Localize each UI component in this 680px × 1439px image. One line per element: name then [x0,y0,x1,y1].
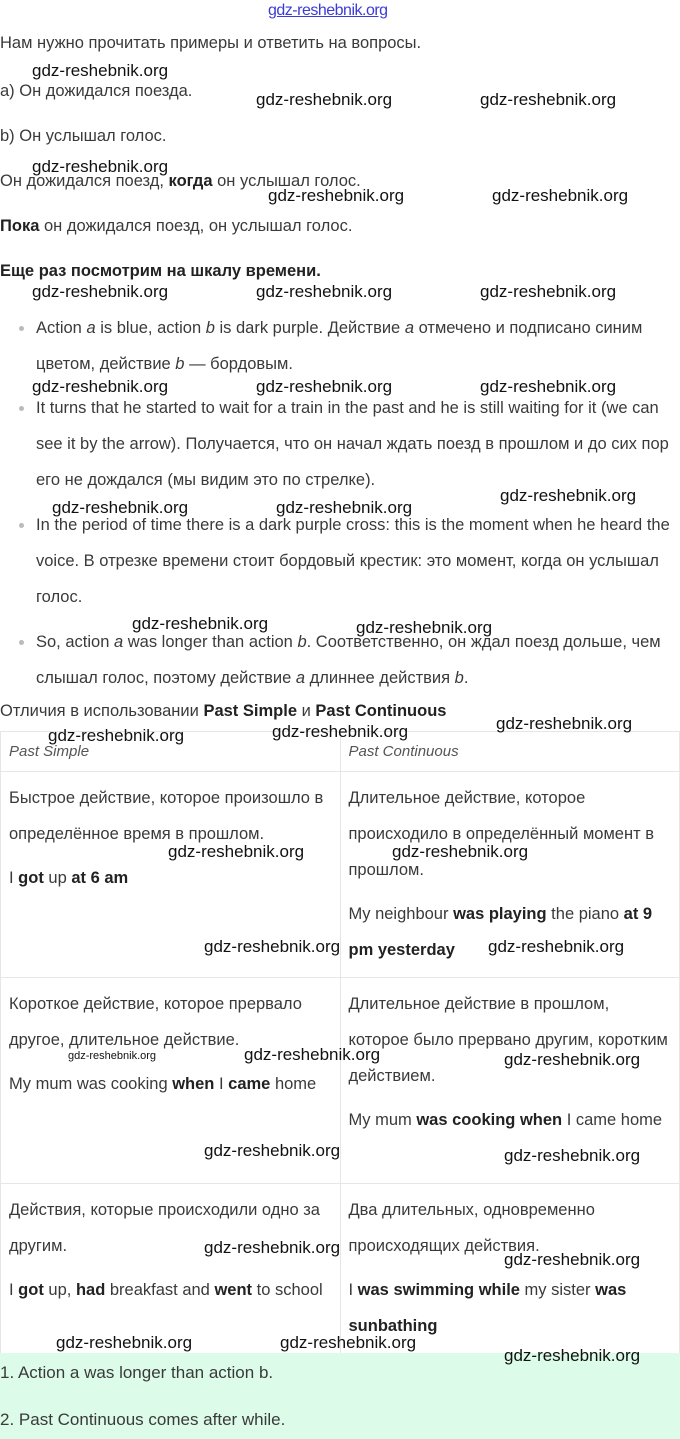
text-segment: home [270,1075,317,1093]
text-segment: Действия, которые происходили одно за другим. [9,1201,320,1255]
text-segment: I [214,1075,229,1093]
watermark: gdz-reshebnik.org [496,714,633,733]
answer-2: 2. Past Continuous comes after while. [0,1410,286,1429]
watermark: gdz-reshebnik.org [280,1333,417,1352]
text-segment: Два длительных, одновременно происходящих действия. [348,1201,595,1255]
bold-text: когда [168,172,213,190]
watermark: gdz-reshebnik.org [68,1050,157,1062]
watermark: gdz-reshebnik.org [32,157,169,176]
bold-text: went [214,1281,253,1299]
cell-example [349,1102,672,1138]
text-segment: Он дожидался поезд, [0,172,169,190]
text-segment: I [348,1281,358,1299]
example-a: a) Он дожидался поезда. [0,82,193,100]
header-past-continuous: Past Continuous [340,732,680,772]
text-segment: is blue, action [95,319,206,337]
watermark: gdz-reshebnik.org [256,377,393,396]
header-past-simple: Past Simple [1,732,341,772]
watermark: gdz-reshebnik.org [504,1346,641,1365]
bold-text: Пока [0,217,40,235]
text-segment: . Соответственно, он ждал поезд дольше, чем слышал голос, поэтому действие [36,633,661,687]
text-segment: Action [36,319,87,337]
bold-text: when [172,1075,215,1093]
watermark: gdz-reshebnik.org [492,186,629,205]
watermark: gdz-reshebnik.org [504,1146,641,1165]
bold-text: was playing [453,905,547,923]
watermark: gdz-reshebnik.org [32,282,169,301]
italic-text: b [454,669,464,687]
italic-text: a [113,633,124,651]
watermark: gdz-reshebnik.org [204,1238,341,1257]
timeline-heading: Еще раз посмотрим на шкалу времени. [0,262,321,280]
watermark: gdz-reshebnik.org [504,1250,641,1269]
watermark: gdz-reshebnik.org [480,90,617,109]
bullet-item [36,507,676,615]
text-segment: to school [252,1281,323,1299]
text-segment: и [297,702,316,720]
bullet-item [36,390,676,498]
italic-text: а [404,319,414,337]
watermark: gdz-reshebnik.org [204,937,341,956]
bold-text: Past Simple [203,702,297,720]
watermark: gdz-reshebnik.org [52,498,189,517]
watermark: gdz-reshebnik.org [204,1141,341,1160]
italic-text: a [86,319,96,337]
text-segment: он дожидался поезд, он услышал голос. [39,217,353,235]
bold-text: was cooking when [416,1111,563,1129]
text-segment: I [9,869,19,887]
text-segment: So, action [36,633,114,651]
watermark: gdz-reshebnik.org [256,282,393,301]
text-segment: Быстрое действие, которое произошло в определённое время в прошлом. [9,789,324,843]
cell-example [349,896,672,968]
bold-text: was swimming while [357,1281,520,1299]
text-segment: the piano [546,905,624,923]
bold-text: had [75,1281,106,1299]
text-segment: is dark purple. Действие [214,319,405,337]
watermark: gdz-reshebnik.org [488,937,625,956]
cell-description [349,780,672,888]
cell-example [9,1066,332,1102]
watermark: gdz-reshebnik.org [256,90,393,109]
watermark: gdz-reshebnik.org [268,186,405,205]
text-segment: It turns that he started to wait for a train in the past and he is still waiting for it (we can see it by the arrow). Получается, что он начал ждать поезд в прошлом и до сих пор его не дождался (мы видим это по стрелке). [36,399,669,489]
text-segment: он услышал голос. [212,172,361,190]
text-segment: I came home [562,1111,663,1129]
text-segment: breakfast and [105,1281,215,1299]
site-logo-link[interactable]: gdz-reshebnik.org [268,2,388,19]
bold-text: at 6 am [71,869,129,887]
intro-text: Нам нужно прочитать примеры и ответить на вопросы. [0,34,422,52]
watermark: gdz-reshebnik.org [168,842,305,861]
text-segment: was longer than action [123,633,298,651]
sentence-while [0,217,352,236]
text-segment: My mum was cooking [9,1075,173,1093]
watermark: gdz-reshebnik.org [272,722,409,741]
watermark: gdz-reshebnik.org [392,842,529,861]
watermark: gdz-reshebnik.org [276,498,413,517]
watermark: gdz-reshebnik.org [480,282,617,301]
watermark: gdz-reshebnik.org [32,377,169,396]
text-segment: In the period of time there is a dark purple cross: this is the moment when he heard the voice. В отрезке времени стоит бордовый крестик: это момент, когда он услышал голос. [36,516,670,606]
bold-text: got [18,869,44,887]
text-segment: — бордовым. [184,355,293,373]
text-segment: up, [43,1281,76,1299]
table-cell [1,1184,341,1354]
text-segment: Длительное действие в прошлом, которое было прервано другим, коротким действием. [348,995,668,1085]
cell-example [9,860,332,896]
text-segment: . [463,669,469,687]
text-segment: my sister [519,1281,596,1299]
bold-text: came [228,1075,271,1093]
watermark: gdz-reshebnik.org [244,1045,381,1064]
example-b: b) Он услышал голос. [0,127,167,145]
text-segment: Короткое действие, которое прервало другое, длительное действие. [9,995,302,1049]
watermark: gdz-reshebnik.org [356,618,493,637]
bold-text: was sunbathing [348,1281,627,1335]
italic-text: а [295,669,306,687]
italic-text: b [297,633,307,651]
text-segment: отмечено и подписано синим цветом, действие [36,319,643,373]
watermark: gdz-reshebnik.org [132,614,269,633]
watermark: gdz-reshebnik.org [500,486,637,505]
watermark: gdz-reshebnik.org [504,1050,641,1069]
bold-text: at 9 pm yesterday [348,905,653,959]
italic-text: b [205,319,215,337]
text-segment: Длительное действие, которое происходило в определённый момент в прошлом. [348,789,655,879]
italic-text: b [175,355,185,373]
text-segment: длиннее действия [305,669,455,687]
cell-description [349,986,672,1094]
cell-example [9,1272,332,1308]
text-segment: I [9,1281,19,1299]
text-segment: My neighbour [348,905,454,923]
text-segment: up [43,869,72,887]
watermark: gdz-reshebnik.org [48,726,185,745]
bullet-item [36,310,676,382]
text-segment: My mum [348,1111,417,1129]
watermark: gdz-reshebnik.org [480,377,617,396]
watermark: gdz-reshebnik.org [32,61,169,80]
answer-1: 1. Action a was longer than action b. [0,1363,274,1382]
differences-heading [0,702,446,721]
watermark: gdz-reshebnik.org [56,1333,193,1352]
text-segment: Отличия в использовании [0,702,204,720]
bold-text: Past Continuous [315,702,447,720]
bold-text: got [18,1281,44,1299]
